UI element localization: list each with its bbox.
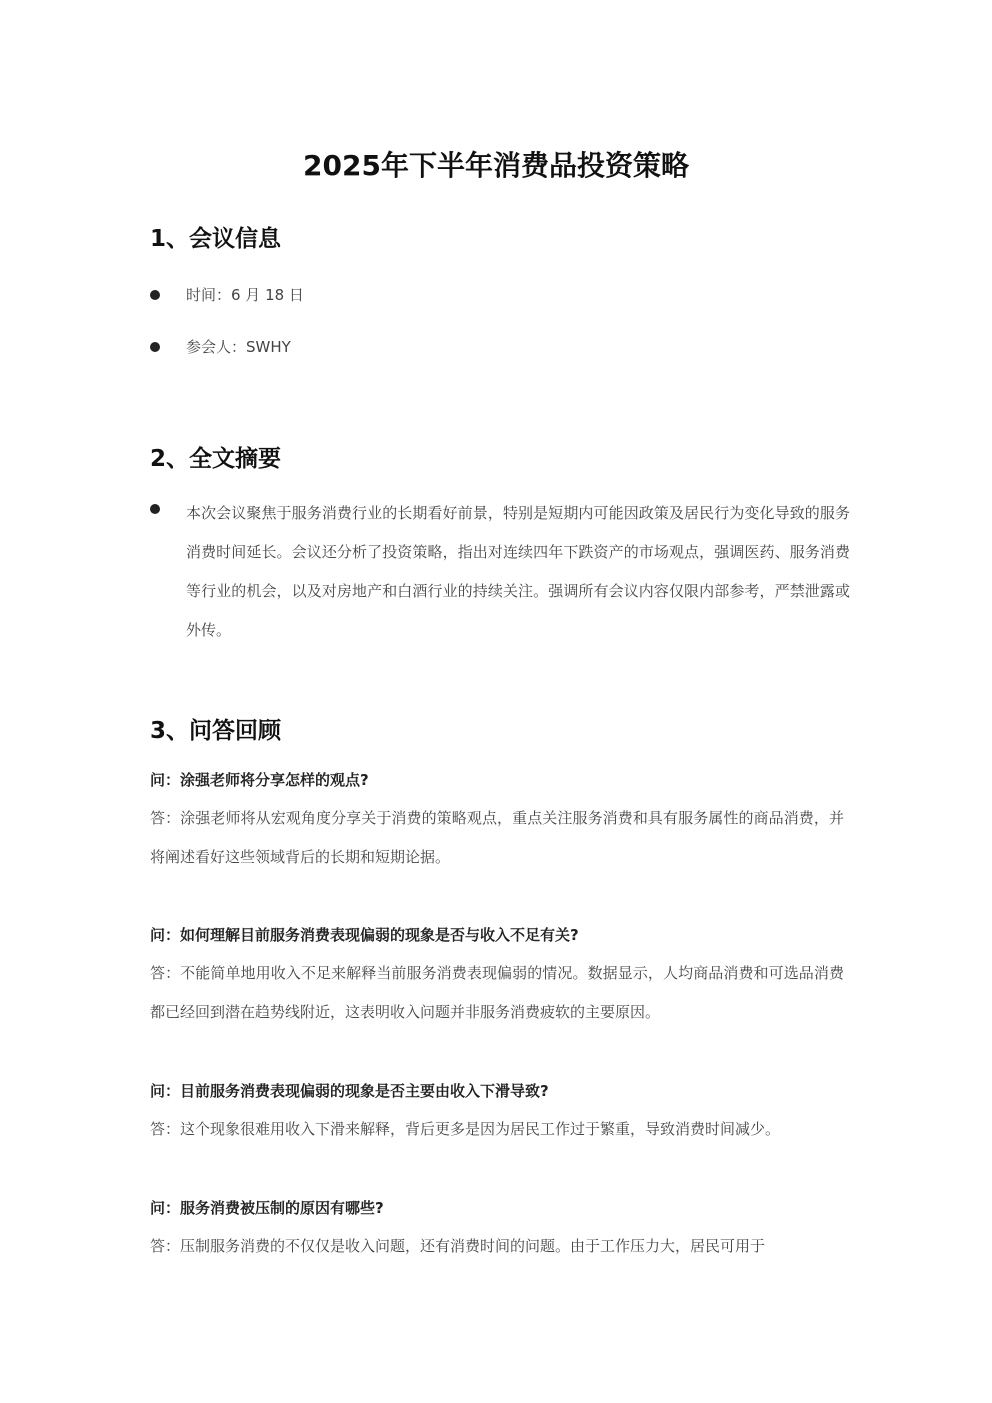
meeting-info-participants-text: 参会人：SWHY (186, 338, 291, 356)
qa-item (150, 1078, 844, 1149)
qa-item (150, 1195, 844, 1266)
bullet-dot-icon (150, 290, 160, 300)
document-title: 2025年下半年消费品投资策略 (303, 149, 689, 182)
qa-question: 问：服务消费被压制的原因有哪些? (150, 1199, 384, 1217)
meeting-info-item-participants (150, 337, 850, 357)
section-heading-summary: 2、全文摘要 (150, 446, 282, 472)
qa-answer: 答：压制服务消费的不仅仅是收入问题，还有消费时间的问题。由于工作压力大，居民可用于 (150, 1237, 766, 1255)
qa-answer: 答：涂强老师将从宏观角度分享关于消费的策略观点，重点关注服务消费和具有服务属性的商品消费，并将阐述看好这些领域背后的长期和短期论据。 (150, 809, 844, 866)
bullet-dot-icon (150, 504, 160, 514)
summary-item (150, 494, 850, 650)
qa-answer: 答：这个现象很难用收入下滑来解释，背后更多是因为居民工作过于繁重，导致消费时间减少。 (150, 1120, 781, 1138)
bullet-dot-icon (150, 342, 160, 352)
section-heading-meeting-info: 1、会议信息 (150, 226, 282, 252)
section-heading-qa: 3、问答回顾 (150, 718, 282, 744)
qa-answer: 答：不能简单地用收入不足来解释当前服务消费表现偏弱的情况。数据显示，人均商品消费和可选品消费都已经回到潜在趋势线附近，这表明收入问题并非服务消费疲软的主要原因。 (150, 964, 844, 1021)
meeting-info-time-text: 时间：6 月 18 日 (186, 286, 304, 304)
qa-item (150, 767, 844, 877)
qa-question: 问：如何理解目前服务消费表现偏弱的现象是否与收入不足有关? (150, 926, 579, 944)
meeting-info-item-time (150, 285, 850, 305)
qa-item (150, 922, 844, 1032)
qa-question: 问：目前服务消费表现偏弱的现象是否主要由收入下滑导致? (150, 1082, 549, 1100)
qa-question: 问：涂强老师将分享怎样的观点? (150, 771, 369, 789)
summary-text: 本次会议聚焦于服务消费行业的长期看好前景，特别是短期内可能因政策及居民行为变化导致的服务消费时间延长。会议还分析了投资策略，指出对连续四年下跌资产的市场观点，强调医药、服务消费等行业的机会，以及对房地产和白酒行业的持续关注。强调所有会议内容仅限内部参考，严禁泄露或外传。 (186, 504, 850, 639)
